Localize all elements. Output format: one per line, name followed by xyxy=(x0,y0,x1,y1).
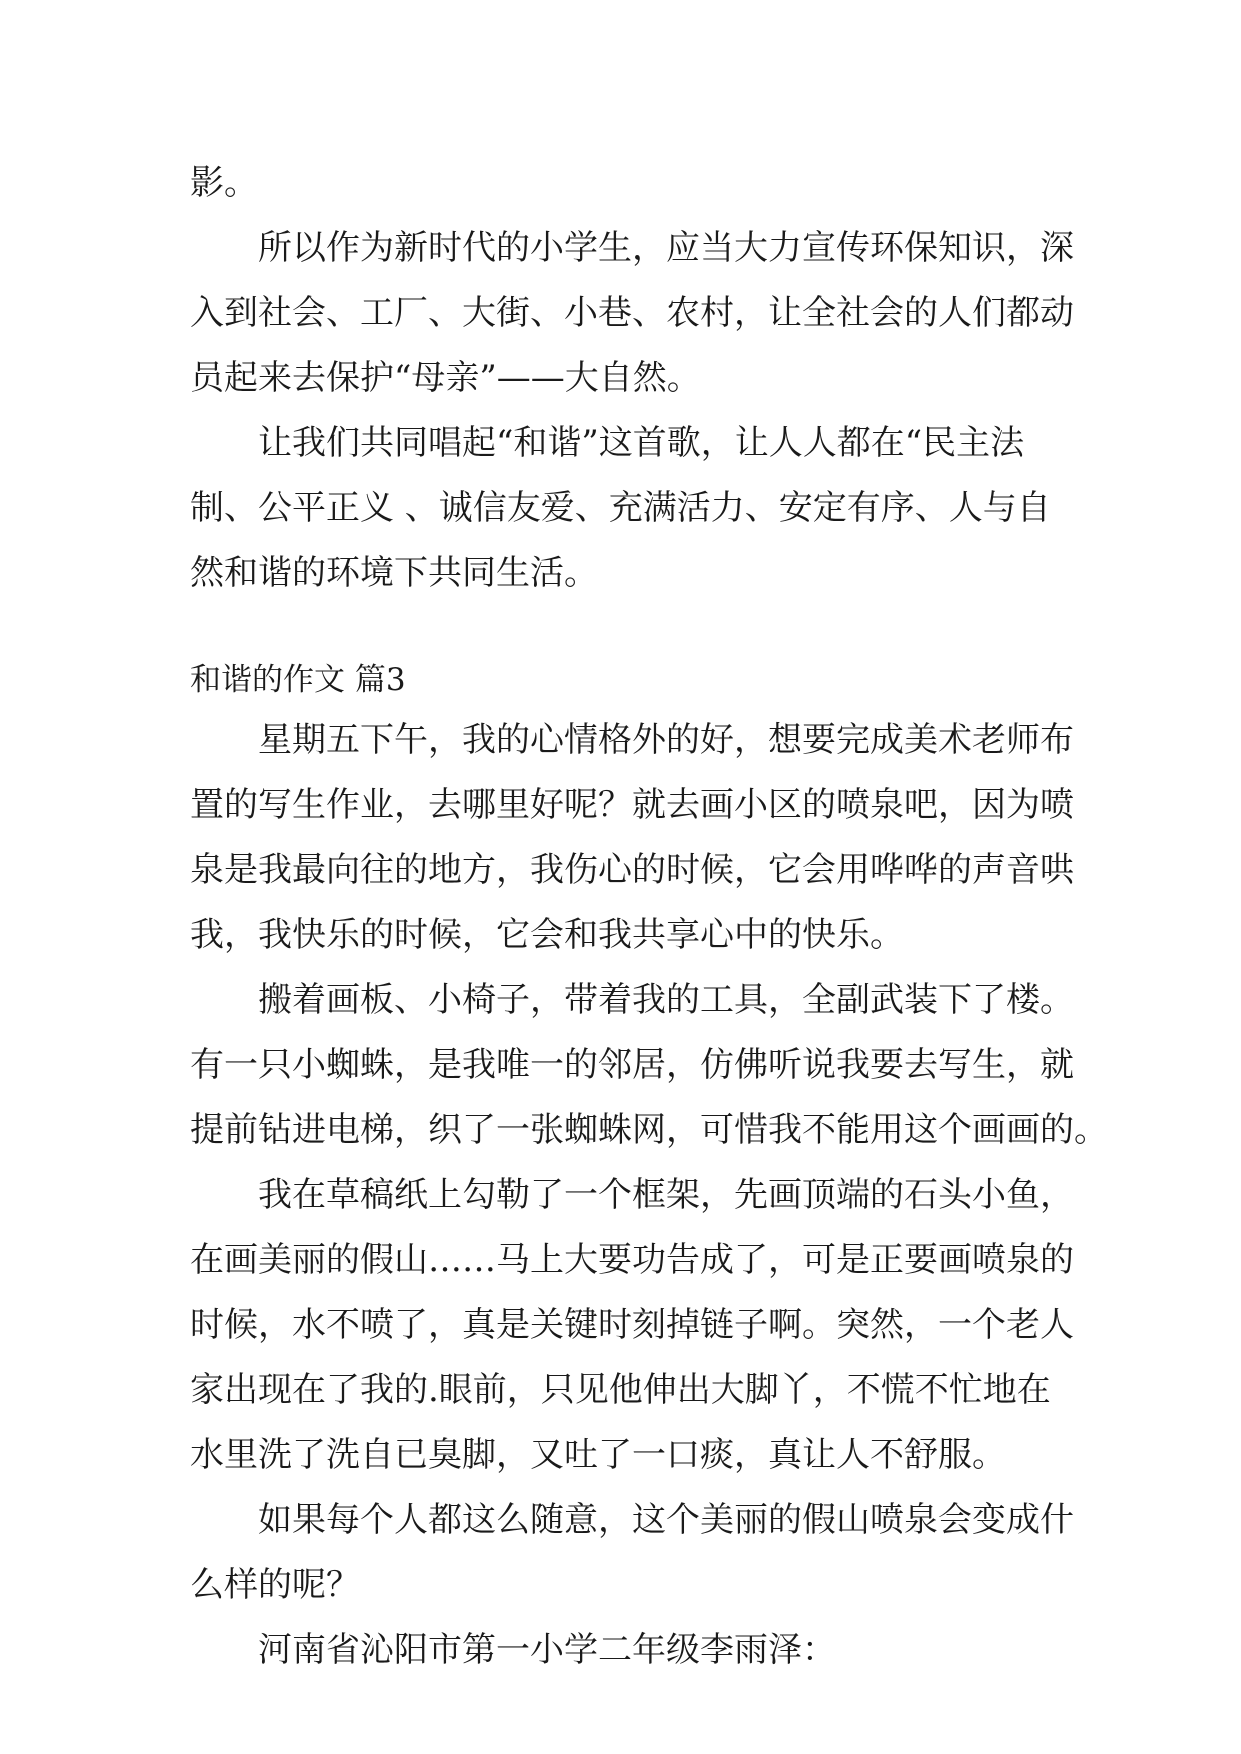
text-line: 时候，水不喷了，真是关键时刻掉链子啊。突然，一个老人 xyxy=(190,1305,1074,1345)
text-line: 入到社会、工厂、大街、小巷、农村，让全社会的人们都动 xyxy=(190,293,1074,333)
paragraph-first-line: 如果每个人都这么随意，这个美丽的假山喷泉会变成什 xyxy=(258,1500,1074,1540)
text-line: 家出现在了我的.眼前，只见他伸出大脚丫，不慌不忙地在 xyxy=(190,1370,1051,1410)
text-line: 我，我快乐的时候，它会和我共享心中的快乐。 xyxy=(190,915,904,955)
text-line: 么样的呢？ xyxy=(190,1565,360,1605)
paragraph-first-line: 我在草稿纸上勾勒了一个框架，先画顶端的石头小鱼， xyxy=(258,1175,1074,1215)
text-line: 置的写生作业，去哪里好呢？就去画小区的喷泉吧，因为喷 xyxy=(190,785,1074,825)
author-line: 河南省沁阳市第一小学二年级李雨泽： xyxy=(258,1630,836,1670)
paragraph-first-line: 所以作为新时代的小学生，应当大力宣传环保知识，深 xyxy=(258,228,1074,268)
text-line: 影。 xyxy=(190,163,258,203)
text-line: 员起来去保护“母亲”——大自然。 xyxy=(190,358,701,398)
text-line: 提前钻进电梯，织了一张蜘蛛网，可惜我不能用这个画画的。 xyxy=(190,1110,1108,1150)
text-line: 泉是我最向往的地方，我伤心的时候，它会用哗哗的声音哄 xyxy=(190,850,1074,890)
text-line: 水里洗了洗自已臭脚，又吐了一口痰，真让人不舒服。 xyxy=(190,1435,1006,1475)
paragraph-first-line: 搬着画板、小椅子，带着我的工具，全副武装下了楼。 xyxy=(258,980,1074,1020)
text-line: 制、公平正义 、诚信友爱、充满活力、安定有序、人与自 xyxy=(190,488,1051,528)
text-line: 在画美丽的假山……马上大要功告成了，可是正要画喷泉的 xyxy=(190,1240,1074,1280)
paragraph-first-line: 星期五下午，我的心情格外的好，想要完成美术老师布 xyxy=(258,720,1074,760)
text-line: 然和谐的环境下共同生活。 xyxy=(190,553,598,593)
section-heading: 和谐的作文 篇3 xyxy=(190,662,406,698)
text-line: 有一只小蜘蛛，是我唯一的邻居，仿佛听说我要去写生，就 xyxy=(190,1045,1074,1085)
paragraph-first-line: 让我们共同唱起“和谐”这首歌，让人人都在“民主法 xyxy=(258,423,1025,463)
